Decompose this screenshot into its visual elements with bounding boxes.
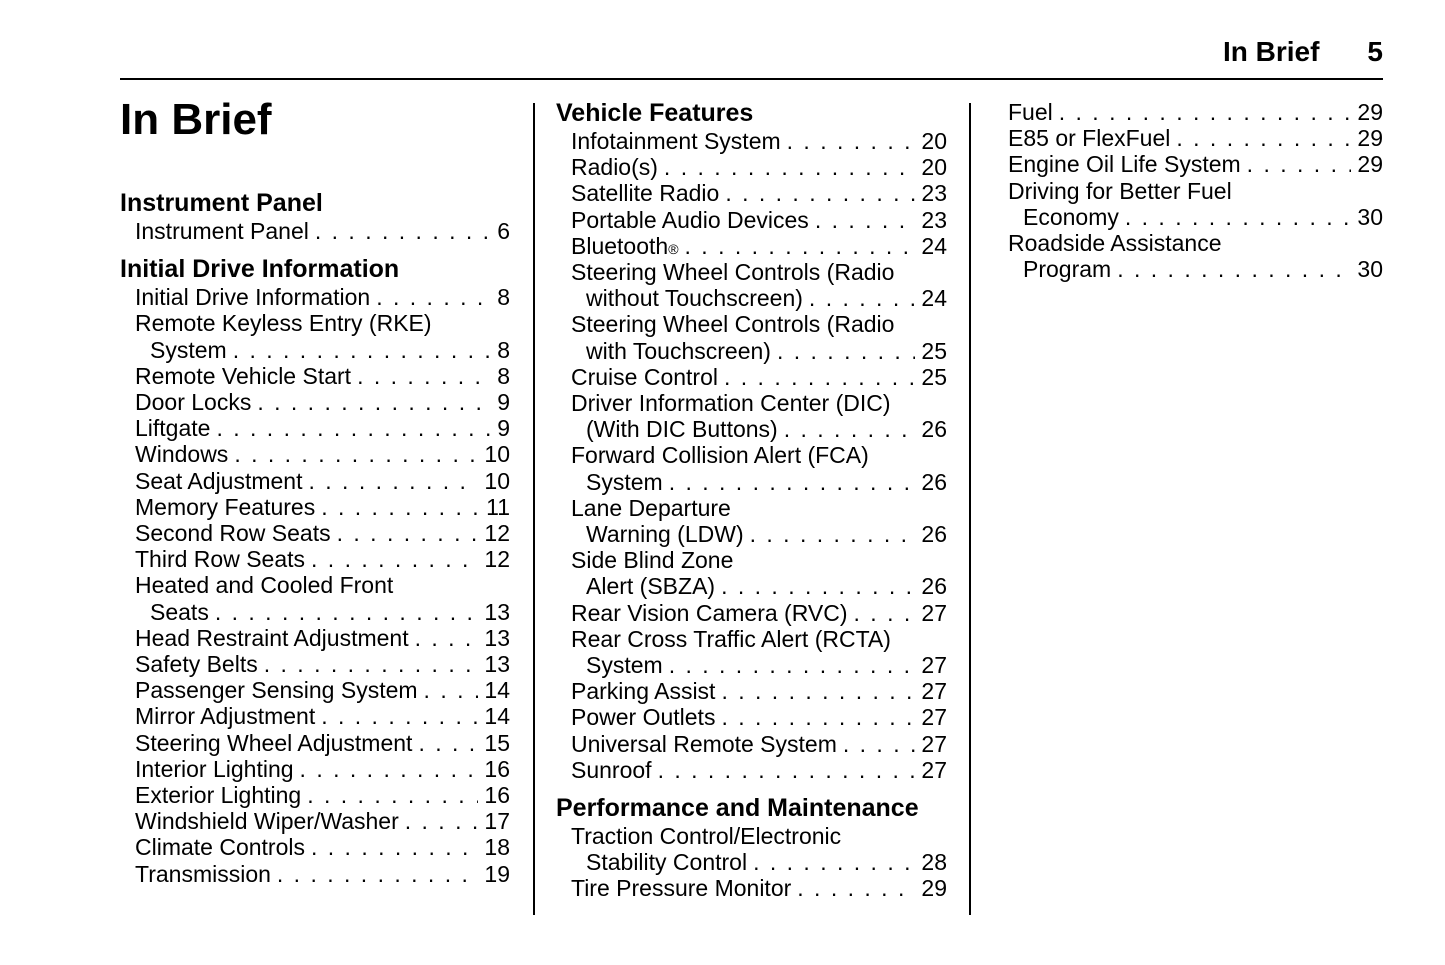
toc-entry-page: 26 bbox=[921, 521, 947, 548]
toc-entry-list bbox=[571, 128, 947, 783]
toc-column-3 bbox=[1008, 99, 1383, 282]
dot-leader bbox=[658, 757, 916, 783]
toc-entry-page: 27 bbox=[921, 730, 947, 757]
toc-entry-page: 30 bbox=[1357, 256, 1383, 283]
toc-entry-page: 29 bbox=[1357, 151, 1383, 178]
toc-entry-page: 25 bbox=[921, 337, 947, 364]
toc-entry-page: 13 bbox=[484, 598, 510, 625]
toc-entry[interactable] bbox=[135, 389, 510, 415]
toc-entry-page: 10 bbox=[484, 441, 510, 468]
toc-entry-list bbox=[1008, 99, 1383, 282]
page-number: 5 bbox=[1367, 36, 1383, 67]
dot-leader bbox=[685, 233, 916, 259]
dot-leader bbox=[1125, 204, 1352, 230]
section-heading: Performance and Maintenance bbox=[556, 794, 919, 823]
toc-entry[interactable] bbox=[135, 218, 510, 244]
toc-entry-page: 9 bbox=[497, 415, 510, 442]
toc-entry-title: Parking Assist bbox=[571, 678, 716, 705]
toc-entry-page: 6 bbox=[497, 218, 510, 244]
toc-entry[interactable] bbox=[571, 573, 947, 599]
dot-leader bbox=[669, 469, 916, 495]
toc-entry-title: Steering Wheel Controls (Radio bbox=[571, 259, 895, 286]
toc-entry-title: Infotainment System bbox=[571, 128, 781, 154]
toc-entry[interactable] bbox=[135, 730, 510, 756]
toc-entry-page: 26 bbox=[921, 416, 947, 443]
toc-entry[interactable] bbox=[571, 678, 947, 704]
toc-entry-title: Universal Remote System bbox=[571, 730, 837, 757]
toc-entry-page: 27 bbox=[921, 652, 947, 679]
dot-leader bbox=[777, 338, 915, 364]
toc-entry-title: Seats bbox=[150, 598, 209, 625]
toc-entry-title: Cruise Control bbox=[571, 363, 718, 390]
dot-leader bbox=[854, 600, 916, 626]
toc-entry-page: 14 bbox=[484, 677, 510, 704]
toc-entry-title: Safety Belts bbox=[135, 651, 258, 678]
toc-column-2-body bbox=[556, 98, 947, 902]
toc-entry-list bbox=[135, 284, 510, 887]
toc-entry-title: Portable Audio Devices bbox=[571, 206, 809, 233]
dot-leader bbox=[843, 731, 916, 757]
dot-leader bbox=[815, 207, 916, 233]
toc-entry[interactable] bbox=[135, 834, 510, 860]
dot-leader bbox=[315, 218, 491, 244]
toc-entry[interactable] bbox=[571, 128, 947, 154]
toc-entry[interactable] bbox=[135, 861, 510, 887]
toc-entry-title: Windows bbox=[135, 441, 229, 468]
toc-entry-title: Lane Departure bbox=[571, 494, 731, 521]
dot-leader bbox=[337, 520, 479, 546]
toc-entry-title: Engine Oil Life System bbox=[1008, 151, 1241, 178]
toc-entry-title: Economy bbox=[1023, 203, 1119, 230]
toc-entry[interactable] bbox=[135, 756, 510, 782]
toc-entry[interactable] bbox=[571, 390, 947, 416]
toc-entry[interactable] bbox=[135, 651, 510, 677]
dot-leader bbox=[215, 599, 479, 625]
section-gap bbox=[120, 244, 510, 254]
column-divider bbox=[533, 103, 535, 915]
toc-entry-page: 23 bbox=[921, 180, 947, 207]
toc-entry-title: (With DIC Buttons) bbox=[586, 416, 778, 443]
toc-entry-page: 30 bbox=[1357, 203, 1383, 230]
toc-entry[interactable] bbox=[571, 154, 947, 180]
header-rule bbox=[120, 78, 1383, 80]
toc-entry-title: Liftgate bbox=[135, 415, 211, 442]
dot-leader bbox=[415, 625, 479, 651]
toc-entry-title: Instrument Panel bbox=[135, 218, 309, 244]
toc-entry-page: 13 bbox=[484, 651, 510, 678]
toc-entry[interactable] bbox=[1008, 99, 1383, 125]
toc-entry-title: Power Outlets bbox=[571, 704, 716, 731]
toc-entry-title: Rear Vision Camera (RVC) bbox=[571, 599, 848, 626]
toc-entry[interactable] bbox=[135, 494, 510, 520]
toc-entry-list bbox=[571, 823, 947, 902]
dot-leader bbox=[277, 861, 479, 887]
toc-entry[interactable] bbox=[571, 207, 947, 233]
toc-entry-page: 27 bbox=[921, 704, 947, 731]
toc-entry[interactable] bbox=[1008, 230, 1383, 256]
toc-entry-page: 19 bbox=[484, 860, 510, 887]
toc-column-3-body bbox=[1008, 99, 1383, 282]
toc-entry-title: Climate Controls bbox=[135, 834, 305, 861]
toc-entry-title: E85 or FlexFuel bbox=[1008, 125, 1171, 152]
dot-leader bbox=[233, 337, 492, 363]
toc-entry[interactable] bbox=[135, 572, 510, 598]
toc-entry[interactable] bbox=[571, 823, 947, 849]
toc-entry-title: Tire Pressure Monitor bbox=[571, 875, 792, 902]
toc-entry[interactable] bbox=[135, 415, 510, 441]
toc-entry[interactable] bbox=[135, 677, 510, 703]
toc-entry-title: Mirror Adjustment bbox=[135, 703, 316, 730]
toc-entry-title: Steering Wheel Adjustment bbox=[135, 729, 413, 756]
toc-entry[interactable] bbox=[1008, 125, 1383, 151]
toc-entry[interactable] bbox=[571, 495, 947, 521]
dot-leader bbox=[797, 875, 915, 901]
toc-entry-title: Program bbox=[1023, 256, 1112, 283]
toc-entry[interactable] bbox=[135, 782, 510, 808]
toc-entry-title: Side Blind Zone bbox=[571, 547, 734, 574]
toc-entry-title: System bbox=[586, 652, 663, 679]
toc-entry-title: Windshield Wiper/Washer bbox=[135, 808, 399, 835]
toc-entry[interactable] bbox=[571, 731, 947, 757]
toc-entry-page: 16 bbox=[484, 782, 510, 809]
toc-entry-page: 12 bbox=[484, 520, 510, 547]
toc-entry-page: 26 bbox=[921, 468, 947, 495]
toc-entry[interactable] bbox=[135, 363, 510, 389]
toc-entry[interactable] bbox=[571, 364, 947, 390]
running-header bbox=[1223, 36, 1383, 68]
toc-entry-title: Seat Adjustment bbox=[135, 467, 303, 494]
toc-entry-title: Head Restraint Adjustment bbox=[135, 624, 409, 651]
toc-entry-title: Exterior Lighting bbox=[135, 782, 302, 809]
toc-entry-title: Alert (SBZA) bbox=[586, 573, 716, 600]
toc-entry[interactable] bbox=[571, 442, 947, 468]
toc-entry-page: 15 bbox=[484, 729, 510, 756]
toc-entry-page: 18 bbox=[484, 834, 510, 861]
toc-entry-page: 12 bbox=[484, 546, 510, 573]
toc-entry-list bbox=[135, 218, 510, 244]
dot-leader bbox=[376, 284, 491, 310]
toc-entry-title: Third Row Seats bbox=[135, 546, 306, 573]
toc-entry-page: 10 bbox=[484, 467, 510, 494]
toc-entry-page: 24 bbox=[921, 285, 947, 312]
dot-leader bbox=[257, 389, 491, 415]
toc-entry-title: Door Locks bbox=[135, 389, 252, 416]
dot-leader bbox=[787, 128, 916, 154]
dot-leader bbox=[321, 703, 478, 729]
toc-entry-page: 17 bbox=[484, 808, 510, 835]
section-gap bbox=[556, 783, 947, 793]
toc-entry-page: 8 bbox=[497, 336, 510, 363]
toc-entry-page: 14 bbox=[484, 703, 510, 730]
toc-column-2 bbox=[556, 98, 947, 902]
toc-entry[interactable] bbox=[135, 284, 510, 310]
toc-entry[interactable]: Bluetooth ® . . . 24 bbox=[571, 233, 947, 259]
dot-leader bbox=[724, 364, 915, 390]
dot-leader bbox=[725, 180, 915, 206]
toc-entry-page: 29 bbox=[1357, 125, 1383, 152]
toc-entry[interactable] bbox=[571, 704, 947, 730]
toc-entry[interactable] bbox=[135, 520, 510, 546]
toc-entry-title: with Touchscreen) bbox=[586, 337, 771, 364]
dot-leader bbox=[809, 285, 915, 311]
dot-leader bbox=[424, 677, 479, 703]
toc-entry[interactable] bbox=[571, 547, 947, 573]
toc-entry-title: Heated and Cooled Front bbox=[135, 572, 394, 599]
toc-entry-title: Bluetooth bbox=[571, 232, 669, 259]
dot-leader bbox=[418, 730, 478, 756]
toc-entry-title: Passenger Sensing System bbox=[135, 677, 418, 704]
dot-leader bbox=[311, 834, 478, 860]
toc-entry[interactable] bbox=[571, 311, 947, 337]
toc-entry-title: Remote Vehicle Start bbox=[135, 362, 352, 389]
toc-entry[interactable] bbox=[571, 875, 947, 901]
toc-column-1-body bbox=[120, 188, 510, 887]
dot-leader bbox=[311, 546, 478, 572]
toc-entry-page: 26 bbox=[921, 573, 947, 600]
toc-entry[interactable] bbox=[571, 338, 947, 364]
dot-leader bbox=[1059, 99, 1352, 125]
toc-entry[interactable] bbox=[571, 757, 947, 783]
toc-entry-page: 24 bbox=[921, 232, 947, 259]
toc-entry-title: Initial Drive Information bbox=[135, 284, 371, 311]
toc-entry-title: Radio(s) bbox=[571, 154, 658, 181]
dot-leader bbox=[321, 494, 480, 520]
toc-entry[interactable] bbox=[135, 546, 510, 572]
toc-entry-page: 11 bbox=[486, 493, 510, 520]
toc-entry-title: Second Row Seats bbox=[135, 520, 331, 547]
toc-entry-title: Roadside Assistance bbox=[1008, 230, 1222, 257]
toc-entry-title: System bbox=[150, 336, 227, 363]
toc-entry-title: Steering Wheel Controls (Radio bbox=[571, 311, 895, 338]
toc-entry[interactable] bbox=[1008, 178, 1383, 204]
toc-entry[interactable] bbox=[571, 849, 947, 875]
dot-leader bbox=[357, 363, 491, 389]
toc-entry-title: Sunroof bbox=[571, 756, 652, 783]
toc-entry[interactable] bbox=[135, 625, 510, 651]
toc-entry[interactable] bbox=[135, 599, 510, 625]
dot-leader bbox=[307, 782, 478, 808]
dot-leader bbox=[309, 468, 479, 494]
toc-entry-title: Warning (LDW) bbox=[586, 521, 744, 548]
toc-entry-page: 28 bbox=[921, 849, 947, 876]
dot-leader bbox=[216, 415, 491, 441]
toc-entry-page: 29 bbox=[1357, 99, 1383, 125]
toc-entry[interactable] bbox=[571, 416, 947, 442]
section-heading: Instrument Panel bbox=[120, 189, 323, 217]
dot-leader bbox=[405, 808, 479, 834]
toc-entry-page: 27 bbox=[921, 599, 947, 626]
toc-entry-title: Memory Features bbox=[135, 493, 316, 520]
toc-entry-page: 20 bbox=[921, 154, 947, 181]
toc-entry[interactable] bbox=[135, 703, 510, 729]
column-divider bbox=[969, 103, 971, 915]
toc-entry-title: Fuel bbox=[1008, 99, 1053, 125]
toc-entry[interactable] bbox=[1008, 256, 1383, 282]
toc-entry[interactable] bbox=[135, 808, 510, 834]
section-heading: Vehicle Features bbox=[556, 99, 754, 127]
toc-entry[interactable] bbox=[571, 259, 947, 285]
toc-entry[interactable] bbox=[571, 180, 947, 206]
dot-leader bbox=[669, 652, 916, 678]
toc-entry-page: 20 bbox=[921, 128, 947, 154]
toc-entry-page: 23 bbox=[921, 206, 947, 233]
toc-entry-title: Interior Lighting bbox=[135, 755, 294, 782]
toc-entry-page: 16 bbox=[484, 755, 510, 782]
dot-leader bbox=[721, 678, 915, 704]
dot-leader bbox=[1117, 256, 1351, 282]
toc-entry-title: Satellite Radio bbox=[571, 180, 720, 207]
toc-entry-title: Remote Keyless Entry (RKE) bbox=[135, 310, 432, 337]
section-heading: Initial Drive Information bbox=[120, 255, 400, 284]
toc-entry-title: Forward Collision Alert (FCA) bbox=[571, 442, 869, 469]
dot-leader bbox=[753, 849, 915, 875]
toc-entry-title: Transmission bbox=[135, 860, 271, 887]
toc-entry-page: 27 bbox=[921, 756, 947, 783]
dot-leader bbox=[721, 704, 915, 730]
toc-entry-title: Driving for Better Fuel bbox=[1008, 177, 1232, 204]
dot-leader bbox=[1247, 151, 1352, 177]
toc-entry-page: 8 bbox=[497, 284, 510, 311]
toc-entry[interactable] bbox=[571, 521, 947, 547]
toc-entry[interactable] bbox=[135, 468, 510, 494]
toc-entry[interactable] bbox=[135, 441, 510, 467]
dot-leader bbox=[234, 441, 478, 467]
toc-entry-title: System bbox=[586, 468, 663, 495]
toc-entry[interactable] bbox=[571, 600, 947, 626]
toc-entry-title: Rear Cross Traffic Alert (RCTA) bbox=[571, 625, 891, 652]
toc-entry-page: 9 bbox=[497, 389, 510, 416]
toc-entry-page: 27 bbox=[921, 678, 947, 705]
dot-leader bbox=[300, 756, 479, 782]
toc-entry-title: Traction Control/Electronic bbox=[571, 823, 842, 850]
dot-leader bbox=[264, 651, 479, 677]
toc-entry-title: Stability Control bbox=[586, 849, 748, 876]
toc-entry[interactable] bbox=[571, 626, 947, 652]
page-title: In Brief bbox=[120, 95, 272, 144]
toc-entry-page: 13 bbox=[484, 624, 510, 651]
toc-entry[interactable] bbox=[571, 652, 947, 678]
toc-entry-page: 25 bbox=[921, 363, 947, 390]
toc-entry[interactable] bbox=[571, 285, 947, 311]
toc-entry[interactable] bbox=[135, 337, 510, 363]
toc-entry[interactable] bbox=[1008, 204, 1383, 230]
toc-entry-title: without Touchscreen) bbox=[586, 285, 803, 312]
toc-entry[interactable] bbox=[1008, 151, 1383, 177]
dot-leader bbox=[664, 154, 915, 180]
toc-entry[interactable] bbox=[571, 469, 947, 495]
toc-entry[interactable] bbox=[135, 310, 510, 336]
dot-leader bbox=[784, 416, 916, 442]
toc-column-1 bbox=[120, 96, 510, 887]
running-header-title: In Brief bbox=[1222, 36, 1320, 67]
toc-entry-page: 8 bbox=[497, 362, 510, 389]
toc-entry-page: 29 bbox=[921, 875, 947, 902]
dot-leader bbox=[721, 573, 915, 599]
dot-leader bbox=[1176, 125, 1351, 151]
toc-entry-title: Driver Information Center (DIC) bbox=[571, 390, 891, 417]
dot-leader bbox=[750, 521, 916, 547]
